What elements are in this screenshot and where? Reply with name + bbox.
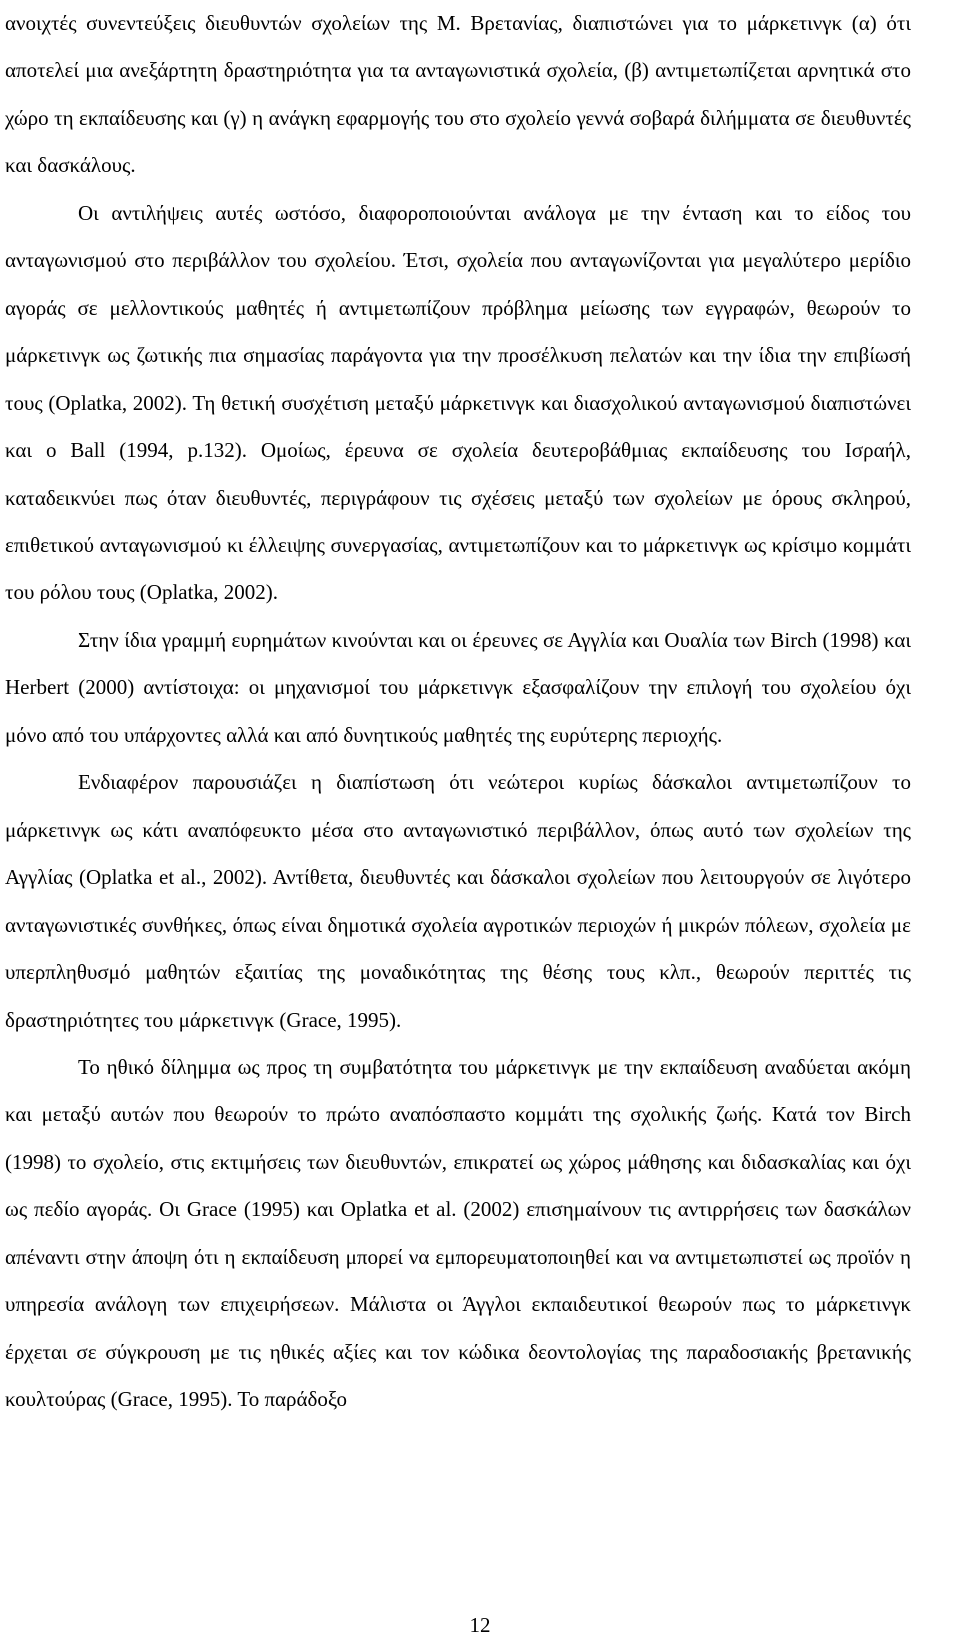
paragraph-continuation: ανοιχτές συνεντεύξεις διευθυντών σχολείων της Μ. Βρετανίας, διαπιστώνει για το μάρκετινγκ (α) ότι αποτελεί μια ανεξάρτητη δραστηριότητα για τα ανταγωνιστικά σχολεία, (β) αντιμετωπίζεται αρνητικά στο χώρο τη εκπαίδευσης και (γ) η ανάγκη εφαρμογής του στο σχολείο γεννά σοβαρά διλήμματα σε διευθυντές και δασκάλους.	[5, 11, 911, 178]
body-text	[5, 0, 911, 1424]
paragraph-ethical-dilemma: Το ηθικό δίλημμα ως προς τη συμβατότητα του μάρκετινγκ με την εκπαίδευση αναδύεται ακόμη και μεταξύ αυτών που θεωρούν το πρώτο αναπόσπαστο κομμάτι της σχολικής ζωής. Κατά τον Birch (1998) το σχολείο, στις εκτιμήσεις των διευθυντών, επικρατεί ως χώρος μάθησης και διδασκαλίας και όχι ως πεδίο αγοράς. Οι Grace (1995) και Oplatka et al. (2002) επισημαίνουν τις αντιρρήσεις των δασκάλων απέναντι στην άποψη ότι η εκπαίδευση μπορεί να εμπορευματοποιηθεί και να αντιμετωπιστεί ως προϊόν η υπηρεσία ανάλογη των επιχειρήσεων. Μάλιστα οι Άγγλοι εκπαιδευτικοί θεωρούν πως το μάρκετινγκ έρχεται σε σύγκρουση με τις ηθικές αξίες και τον κώδικα δεοντολογίας της παραδοσιακής βρετανικής κουλτούρας (Grace, 1995). Το παράδοξο	[5, 1054, 911, 1412]
paragraph-younger-teachers: Ενδιαφέρον παρουσιάζει η διαπίστωση ότι νεώτεροι κυρίως δάσκαλοι αντιμετωπίζουν το μάρκετινγκ ως κάτι αναπόφευκτο μέσα στο ανταγωνιστικό περιβάλλον, όπως αυτό των σχολείων της Αγγλίας (Oplatka et al., 2002). Αντίθετα, διευθυντές και δάσκαλοι σχολείων που λειτουργούν σε λιγότερο ανταγωνιστικές συνθήκες, όπως είναι δημοτικά σχολεία αγροτικών περιοχών ή μικρών πόλεων, σχολεία με υπερπληθυσμό μαθητών εξαιτίας της μοναδικότητας της θέσης τους κλπ., θεωρούν περιττές τις δραστηριότητες του μάρκετινγκ (Grace, 1995).	[5, 770, 911, 1032]
page-number: 12	[469, 1613, 491, 1637]
paragraph-competition-perceptions: Οι αντιλήψεις αυτές ωστόσο, διαφοροποιούνται ανάλογα με την ένταση και το είδος του ανταγωνισμού στο περιβάλλον του σχολείου. Έτσι, σχολεία που ανταγωνίζονται για μεγαλύτερο μερίδιο αγοράς σε μελλοντικούς μαθητές ή αντιμετωπίζουν πρόβλημα μείωσης των εγγραφών, θεωρούν το μάρκετινγκ ως ζωτικής πια σημασίας παράγοντα για την προσέλκυση πελατών και την ίδια την επιβίωσή τους (Oplatka, 2002). Τη θετική συσχέτιση μεταξύ μάρκετινγκ και διασχολικού ανταγωνισμού διαπιστώνει και ο Ball (1994, p.132). Ομοίως, έρευνα σε σχολεία δευτεροβάθμιας εκπαίδευσης του Ισραήλ, καταδεικνύει πως όταν διευθυντές, περιγράφουν τις σχέσεις μεταξύ των σχολείων με όρους σκληρού, επιθετικού ανταγωνισμού κι έλλειψης συνεργασίας, αντιμετωπίζουν και το μάρκετινγκ ως κρίσιμο κομμάτι του ρόλου τους (Oplatka, 2002).	[5, 200, 911, 605]
paragraph-england-wales-findings: Στην ίδια γραμμή ευρημάτων κινούνται και οι έρευνες σε Αγγλία και Ουαλία των Birch (1998) και Herbert (2000) αντίστοιχα: οι μηχανισμοί του μάρκετινγκ εξασφαλίζουν την επιλογή του σχολείου όχι μόνο από του υπάρχοντες αλλά και από δυνητικούς μαθητές της ευρύτερης περιοχής.	[5, 627, 911, 747]
